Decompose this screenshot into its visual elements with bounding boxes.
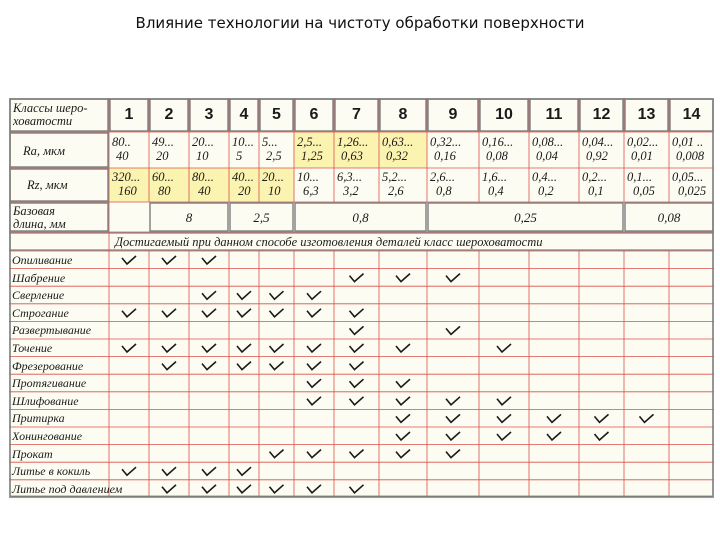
class-number: 13 <box>637 106 656 123</box>
ra-value-upper: 0,04... <box>582 135 614 149</box>
check-mark-icon <box>270 291 284 299</box>
check-mark-icon <box>350 309 364 317</box>
base-length-value: 8 <box>185 210 193 225</box>
ra-value-upper: 0,01 .. <box>672 135 704 149</box>
process-name: Литье под давлением <box>12 481 123 496</box>
check-mark-icon <box>446 274 460 282</box>
rz-value-lower: 80 <box>158 184 171 198</box>
ra-value-upper: 1,26... <box>337 135 369 149</box>
check-mark-icon <box>122 467 136 475</box>
ra-value-upper: 0,08... <box>532 135 564 149</box>
rz-value-upper: 1,6... <box>482 170 507 184</box>
rz-value-upper: 0,4... <box>532 170 557 184</box>
rz-value-upper: 0,05... <box>672 170 704 184</box>
base-length-value: 0,25 <box>514 210 537 225</box>
check-mark-icon <box>162 344 176 352</box>
ra-value-lower: 1,25 <box>301 149 323 163</box>
ra-value-upper: 20... <box>192 135 214 149</box>
base-length-value: 2,5 <box>253 210 270 225</box>
check-mark-icon <box>446 326 460 334</box>
ra-value-upper: 2,5... <box>297 135 322 149</box>
check-mark-icon <box>162 485 176 493</box>
check-mark-icon <box>307 309 321 317</box>
ra-value-upper: 10... <box>232 135 254 149</box>
ra-value-upper: 49... <box>152 135 174 149</box>
ra-label: Ra, мкм <box>23 144 65 158</box>
ra-value-lower: 0,92 <box>586 149 608 163</box>
check-mark-icon <box>237 344 251 352</box>
ra-value-lower: 0,008 <box>676 149 705 163</box>
ra-value-lower: 0,04 <box>536 149 558 163</box>
check-mark-icon <box>396 414 410 422</box>
rz-value-upper: 10... <box>297 170 319 184</box>
check-mark-icon <box>350 379 364 387</box>
rz-value-upper: 0,1... <box>627 170 652 184</box>
rz-value-lower: 20 <box>238 184 251 198</box>
ra-value-upper: 0,32... <box>430 135 462 149</box>
check-mark-icon <box>350 274 364 282</box>
ra-value-lower: 0,32 <box>386 149 408 163</box>
check-mark-icon <box>307 291 321 299</box>
rz-value-upper: 20... <box>262 170 284 184</box>
rz-value-upper: 0,2... <box>582 170 607 184</box>
rz-value-upper: 60... <box>152 170 174 184</box>
check-mark-icon <box>595 414 609 422</box>
check-mark-icon <box>202 344 216 352</box>
check-mark-icon <box>122 344 136 352</box>
check-mark-icon <box>270 485 284 493</box>
rz-value-lower: 40 <box>198 184 211 198</box>
check-mark-icon <box>497 397 511 405</box>
class-number: 2 <box>164 106 174 123</box>
check-mark-icon <box>350 485 364 493</box>
class-number: 9 <box>448 106 458 123</box>
check-mark-icon <box>396 397 410 405</box>
check-mark-icon <box>202 291 216 299</box>
rz-value-lower: 6,3 <box>303 184 319 198</box>
check-mark-icon <box>446 397 460 405</box>
class-number: 12 <box>592 106 611 123</box>
check-mark-icon <box>446 414 460 422</box>
ra-value-lower: 40 <box>116 149 129 163</box>
check-mark-icon <box>162 309 176 317</box>
rz-value-upper: 40... <box>232 170 254 184</box>
roughness-classes-label: Классы шеро- <box>13 101 88 115</box>
class-number: 4 <box>239 106 249 123</box>
check-mark-icon <box>307 379 321 387</box>
ra-value-upper: 0,16... <box>482 135 514 149</box>
check-mark-icon <box>595 432 609 440</box>
check-mark-icon <box>162 362 176 370</box>
section-header: Достигаемый при данном способе изготовления деталей класс шероховатости <box>115 235 543 249</box>
ra-value-lower: 20 <box>156 149 169 163</box>
check-mark-icon <box>202 467 216 475</box>
rz-value-upper: 320... <box>112 170 141 184</box>
process-name: Опиливание <box>12 253 73 267</box>
check-mark-icon <box>547 414 561 422</box>
check-mark-icon <box>270 309 284 317</box>
ra-value-lower: 0,01 <box>631 149 653 163</box>
class-number: 14 <box>682 106 701 123</box>
check-mark-icon <box>547 432 561 440</box>
rz-value-lower: 0,05 <box>633 184 655 198</box>
process-name: Притирка <box>12 411 65 426</box>
ra-value-lower: 2,5 <box>266 149 282 163</box>
ra-value-lower: 0,16 <box>434 149 456 163</box>
check-mark-icon <box>497 432 511 440</box>
check-mark-icon <box>162 467 176 475</box>
ra-value-lower: 0,63 <box>341 149 363 163</box>
check-mark-icon <box>307 344 321 352</box>
ra-value-lower: 0,08 <box>486 149 508 163</box>
class-number: 1 <box>124 106 134 123</box>
check-mark-icon <box>122 309 136 317</box>
check-mark-icon <box>350 450 364 458</box>
class-number: 7 <box>352 106 361 123</box>
process-name: Строгание <box>12 305 69 320</box>
check-mark-icon <box>202 485 216 493</box>
rz-value-lower: 0,025 <box>678 184 707 198</box>
class-number: 3 <box>204 106 214 123</box>
roughness-table <box>9 98 714 500</box>
ra-value-upper: 0,63... <box>382 135 414 149</box>
check-mark-icon <box>307 450 321 458</box>
rz-value-lower: 0,1 <box>588 184 604 198</box>
rz-value-upper: 6,3... <box>337 170 362 184</box>
process-name: Хонингование <box>12 429 83 443</box>
check-mark-icon <box>396 274 410 282</box>
process-name: Точение <box>12 341 53 355</box>
ra-value-upper: 5... <box>262 135 278 149</box>
check-mark-icon <box>307 362 321 370</box>
process-name: Шабрение <box>12 270 66 285</box>
class-number: 6 <box>309 106 319 123</box>
check-mark-icon <box>350 344 364 352</box>
check-mark-icon <box>396 450 410 458</box>
process-name: Шлифование <box>12 393 79 408</box>
rz-value-lower: 160 <box>118 184 137 198</box>
rz-value-lower: 3,2 <box>343 184 359 198</box>
ra-value-lower: 10 <box>196 149 209 163</box>
rz-label: Rz, мкм <box>27 178 68 192</box>
page-title: Влияние технологии на чистоту обработки поверхности <box>135 14 585 32</box>
ra-value-upper: 80.. <box>112 135 131 149</box>
check-mark-icon <box>307 397 321 405</box>
rz-value-lower: 2,6 <box>388 184 404 198</box>
check-mark-icon <box>350 326 364 334</box>
process-name: Развертывание <box>12 323 92 338</box>
ra-value-upper: 0,02... <box>627 135 659 149</box>
check-mark-icon <box>237 467 251 475</box>
base-length-value: 0,08 <box>657 210 681 225</box>
roughness-classes-label-cont: ховатости <box>13 114 73 128</box>
base-length-value: 0,8 <box>352 210 369 225</box>
process-name: Фрезерование <box>12 358 84 373</box>
check-mark-icon <box>237 485 251 493</box>
check-mark-icon <box>640 414 654 422</box>
class-number: 10 <box>495 106 513 123</box>
check-mark-icon <box>350 397 364 405</box>
check-mark-icon <box>396 344 410 352</box>
check-mark-icon <box>270 450 284 458</box>
rz-value-upper: 2,6... <box>430 170 455 184</box>
check-mark-icon <box>396 432 410 440</box>
check-mark-icon <box>446 432 460 440</box>
check-mark-icon <box>270 362 284 370</box>
check-mark-icon <box>202 256 216 264</box>
check-mark-icon <box>202 309 216 317</box>
rz-value-upper: 80... <box>192 170 214 184</box>
check-mark-icon <box>497 344 511 352</box>
check-mark-icon <box>446 450 460 458</box>
base-length-label: Базовая <box>13 204 55 218</box>
check-mark-icon <box>237 291 251 299</box>
class-number: 11 <box>545 106 563 123</box>
check-mark-icon <box>350 362 364 370</box>
ra-value-lower: 5 <box>236 149 243 163</box>
check-mark-icon <box>270 344 284 352</box>
process-name: Прокат <box>12 446 53 461</box>
class-number: 5 <box>272 106 281 123</box>
check-mark-icon <box>162 256 176 264</box>
base-length-label-cont: длина, мм <box>13 217 66 231</box>
check-mark-icon <box>307 485 321 493</box>
check-mark-icon <box>122 256 136 264</box>
process-name: Литье в кокиль <box>12 464 91 479</box>
process-name: Сверление <box>12 288 65 303</box>
check-mark-icon <box>202 362 216 370</box>
rz-value-lower: 10 <box>268 184 281 198</box>
process-name: Протягивание <box>12 376 87 391</box>
rz-value-upper: 5,2... <box>382 170 407 184</box>
rz-value-lower: 0,4 <box>488 184 504 198</box>
class-number: 8 <box>398 106 408 123</box>
rz-value-lower: 0,2 <box>538 184 554 198</box>
check-mark-icon <box>237 362 251 370</box>
rz-value-lower: 0,8 <box>436 184 452 198</box>
check-mark-icon <box>396 379 410 387</box>
check-mark-icon <box>237 309 251 317</box>
check-mark-icon <box>497 414 511 422</box>
